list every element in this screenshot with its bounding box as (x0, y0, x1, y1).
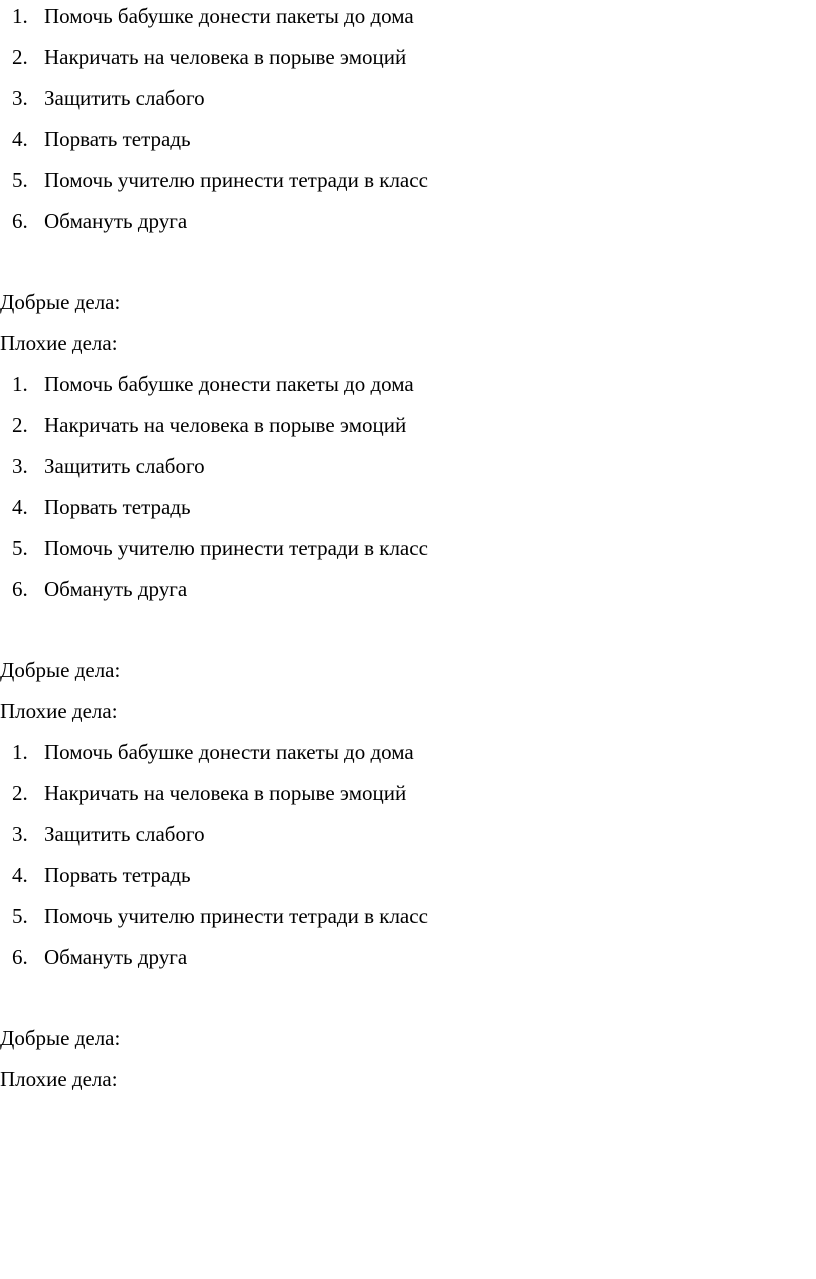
item-number: 2. (12, 413, 28, 437)
bad-deeds-label: Плохие дела: (0, 699, 118, 723)
item-text: Защитить слабого (44, 86, 205, 110)
item-text: Обмануть друга (44, 209, 188, 233)
spacer (0, 978, 816, 1018)
list-item (0, 405, 816, 446)
good-deeds-label: Добрые дела: (0, 290, 121, 314)
list-item (0, 119, 816, 160)
item-text: Помочь учителю принести тетради в класс (44, 168, 428, 192)
item-number: 4. (12, 863, 28, 887)
item-text: Обмануть друга (44, 577, 188, 601)
item-number: 4. (12, 127, 28, 151)
item-number: 5. (12, 904, 28, 928)
item-number: 2. (12, 781, 28, 805)
item-number: 3. (12, 454, 28, 478)
list-item (0, 446, 816, 487)
item-text: Помочь бабушке донести пакеты до дома (44, 372, 414, 396)
list-item (0, 773, 816, 814)
item-text: Накричать на человека в порыве эмоций (44, 413, 407, 437)
item-text: Порвать тетрадь (44, 863, 191, 887)
item-number: 3. (12, 86, 28, 110)
item-number: 5. (12, 168, 28, 192)
item-number: 5. (12, 536, 28, 560)
list-item (0, 78, 816, 119)
item-number: 6. (12, 945, 28, 969)
task-list (0, 364, 816, 610)
spacer (0, 610, 816, 650)
list-item (0, 937, 816, 978)
list-item (0, 528, 816, 569)
bad-deeds-label: Плохие дела: (0, 331, 118, 355)
item-text: Накричать на человека в порыве эмоций (44, 45, 407, 69)
list-item (0, 160, 816, 201)
item-number: 1. (12, 372, 28, 396)
list-item (0, 364, 816, 405)
item-text: Помочь бабушке донести пакеты до дома (44, 740, 414, 764)
task-list (0, 0, 816, 242)
item-text: Накричать на человека в порыве эмоций (44, 781, 407, 805)
list-item (0, 37, 816, 78)
item-text: Защитить слабого (44, 822, 205, 846)
worksheet-section-3 (0, 732, 816, 1100)
list-item (0, 201, 816, 242)
item-number: 2. (12, 45, 28, 69)
item-text: Порвать тетрадь (44, 495, 191, 519)
item-text: Помочь учителю принести тетради в класс (44, 536, 428, 560)
item-number: 3. (12, 822, 28, 846)
list-item (0, 855, 816, 896)
item-text: Обмануть друга (44, 945, 188, 969)
list-item (0, 896, 816, 937)
item-number: 6. (12, 577, 28, 601)
good-deeds-label: Добрые дела: (0, 1026, 121, 1050)
worksheet-section-2 (0, 364, 816, 732)
item-number: 4. (12, 495, 28, 519)
item-number: 1. (12, 4, 28, 28)
task-list (0, 732, 816, 978)
item-number: 6. (12, 209, 28, 233)
item-text: Помочь учителю принести тетради в класс (44, 904, 428, 928)
item-text: Помочь бабушке донести пакеты до дома (44, 4, 414, 28)
item-text: Порвать тетрадь (44, 127, 191, 151)
list-item (0, 487, 816, 528)
spacer (0, 242, 816, 282)
list-item (0, 569, 816, 610)
bad-deeds-label: Плохие дела: (0, 1067, 118, 1091)
list-item (0, 0, 816, 37)
list-item (0, 732, 816, 773)
good-deeds-label: Добрые дела: (0, 658, 121, 682)
item-number: 1. (12, 740, 28, 764)
item-text: Защитить слабого (44, 454, 205, 478)
list-item (0, 814, 816, 855)
worksheet-section-1 (0, 0, 816, 364)
